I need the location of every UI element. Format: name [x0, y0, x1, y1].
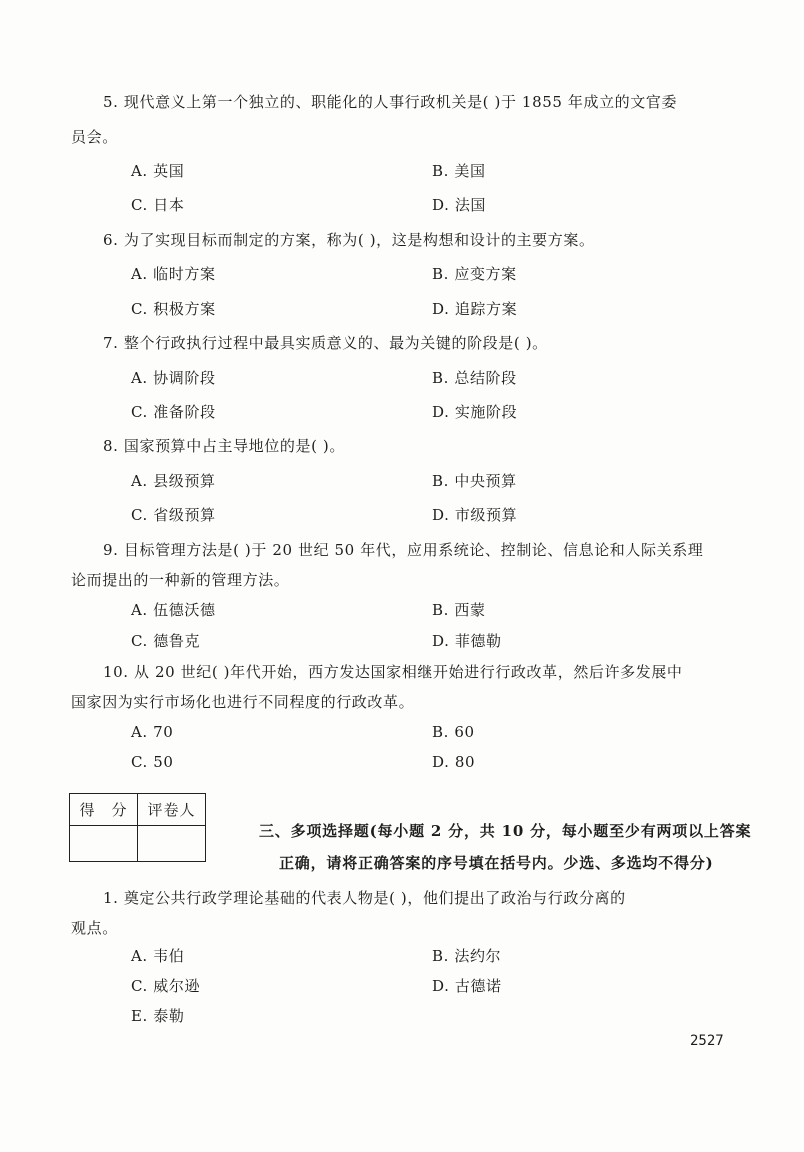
option-8a: A. 县级预算: [131, 472, 216, 490]
score-cell[interactable]: [70, 826, 138, 862]
option-5b: B. 美国: [432, 162, 486, 180]
option-7a: A. 协调阶段: [131, 369, 216, 387]
question-8-line-1: 8. 国家预算中占主导地位的是( )。: [103, 437, 345, 455]
option-5a: A. 英国: [131, 162, 185, 180]
option-7b: B. 总结阶段: [432, 369, 517, 387]
multi-question-1-line-2: 观点。: [71, 919, 118, 937]
option-10d: D. 80: [432, 753, 476, 771]
question-5-line-1: 5. 现代意义上第一个独立的、职能化的人事行政机关是( )于 1855 年成立的文官委: [103, 93, 678, 111]
option-6a: A. 临时方案: [131, 265, 216, 283]
option-7c: C. 准备阶段: [131, 403, 216, 421]
page-number: 2527: [690, 1033, 724, 1049]
option-10b: B. 60: [432, 723, 475, 741]
option-6b: B. 应变方案: [432, 265, 517, 283]
option-m1a: A. 韦伯: [131, 947, 185, 965]
section-heading-line-2: 正确，请将正确答案的序号填在括号内。少选、多选均不得分): [279, 854, 714, 872]
option-9d: D. 菲德勒: [432, 632, 502, 650]
option-8c: C. 省级预算: [131, 506, 216, 524]
option-5d: D. 法国: [432, 196, 487, 214]
question-7-line-1: 7. 整个行政执行过程中最具实质意义的、最为关键的阶段是( )。: [103, 334, 548, 352]
option-9b: B. 西蒙: [432, 601, 486, 619]
option-8b: B. 中央预算: [432, 472, 517, 490]
question-9-line-1: 9. 目标管理方法是( )于 20 世纪 50 年代，应用系统论、控制论、信息论和人际关系理: [103, 541, 704, 559]
score-header: 得 分: [70, 794, 138, 826]
option-5c: C. 日本: [131, 196, 185, 214]
option-9c: C. 德鲁克: [131, 632, 201, 650]
question-10-line-1: 10. 从 20 世纪( )年代开始，西方发达国家相继开始进行行政改革，然后许多发展中: [103, 663, 683, 681]
option-m1c: C. 威尔逊: [131, 977, 201, 995]
option-m1e: E. 泰勒: [131, 1007, 185, 1025]
option-m1d: D. 古德诺: [432, 977, 502, 995]
option-m1b: B. 法约尔: [432, 947, 502, 965]
question-6-line-1: 6. 为了实现目标而制定的方案，称为( )，这是构想和设计的主要方案。: [103, 231, 595, 249]
grader-header: 评卷人: [138, 794, 206, 826]
option-9a: A. 伍德沃德: [131, 601, 216, 619]
option-7d: D. 实施阶段: [432, 403, 518, 421]
question-10-line-2: 国家因为实行市场化也进行不同程度的行政改革。: [71, 693, 415, 711]
option-6d: D. 追踪方案: [432, 300, 518, 318]
option-10c: C. 50: [131, 753, 174, 771]
option-6c: C. 积极方案: [131, 300, 216, 318]
question-9-line-2: 论而提出的一种新的管理方法。: [71, 571, 290, 589]
question-5-line-2: 员会。: [71, 128, 118, 146]
grader-cell[interactable]: [138, 826, 206, 862]
option-8d: D. 市级预算: [432, 506, 518, 524]
multi-question-1-line-1: 1. 奠定公共行政学理论基础的代表人物是( )，他们提出了政治与行政分离的: [103, 889, 626, 907]
section-heading-line-1: 三、多项选择题(每小题 2 分，共 10 分，每小题至少有两项以上答案: [259, 822, 752, 840]
option-10a: A. 70: [131, 723, 174, 741]
score-table: [69, 793, 206, 862]
